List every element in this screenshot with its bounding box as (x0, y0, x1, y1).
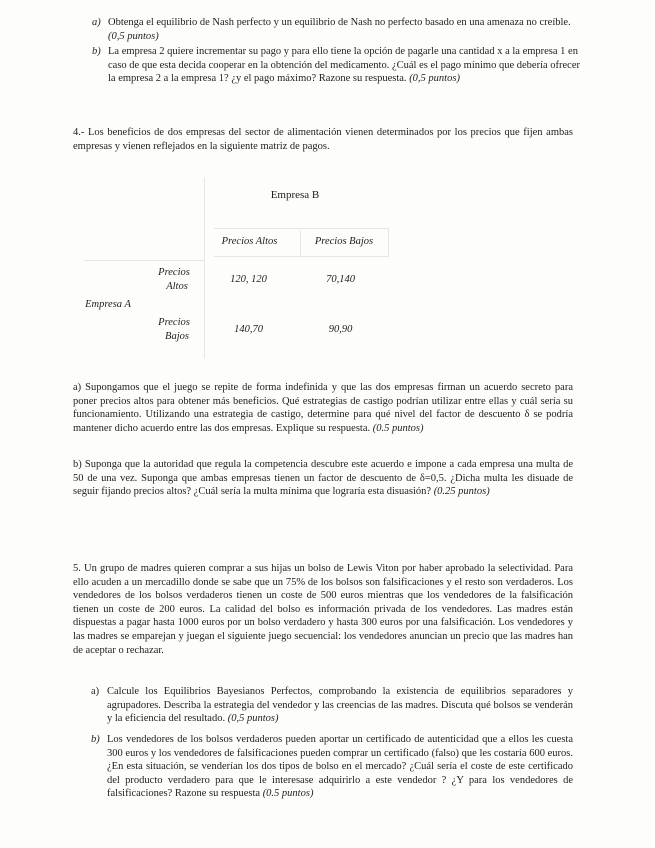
q4-intro-text: Los beneficios de dos empresas del sector de alimentación vienen determinados por los precios que fijen ambas empresas y vienen reflejados en la siguiente matriz de pagos. (73, 127, 573, 152)
q4prev-a-body: Obtenga el equilibrio de Nash perfecto y un equilibrio de Nash no perfecto basado en una amenaza no creíble. (108, 17, 571, 28)
q5-a-points: (0,5 puntos) (227, 713, 279, 725)
q4-b-points: (0.25 puntos) (433, 486, 490, 498)
matrix-cell-bb: 90,90 (328, 324, 353, 335)
q4prev-b-points: (0,5 puntos) (409, 73, 460, 85)
q4-part-b (73, 458, 573, 499)
q4prev-a-points: (0,5 puntos) (108, 30, 159, 42)
matrix-cell-aa: 120, 120 (230, 274, 267, 285)
q4-a-points: (0.5 puntos) (372, 422, 424, 434)
matrix-row-header-1-line2: Altos (166, 281, 188, 292)
q4-part-a (73, 381, 573, 435)
matrix-row-header-1-line1: Precios (158, 267, 190, 278)
matrix-row-player: Empresa A (85, 299, 131, 310)
matrix-col-header-1: Precios Altos (221, 236, 278, 247)
matrix-row-header-2-line2: Bajos (165, 331, 189, 342)
q4prev-a-text (108, 16, 580, 43)
q5-part-a (107, 685, 573, 726)
matrix-row-header-2-line1: Precios (158, 317, 190, 328)
q5-b-points: (0.5 puntos) (262, 788, 314, 800)
q5-a-label: a) (91, 686, 100, 697)
q5-b-text: Los vendedores de los bolsos verdaderos pueden aportar un certificado de autenticidad que a ellos les cuesta 300 euros y los vendedores de falsificaciones pueden comprar un certificado (falso) que les costaría 600 euros. ¿En esta situación, se venderían los dos tipos de bolso en el mercado? ¿Cuál sería el coste de este certificado del producto verdadero para que le interesase adquirirlo a este vendedor ? ¿Y para los vendedores de falsificaciones? Razone su respuesta (107, 734, 573, 800)
q4-intro (73, 126, 573, 153)
q5-a-text: Calcule los Equilibrios Bayesianos Perfectos, comprobando la existencia de equilibrios separadores y agrupadores. Describa la estrategia del vendedor y las creencias de las madres. Discuta qué bolsos se venderán y la eficiencia del resultado. (107, 686, 573, 725)
q5-intro: 5. Un grupo de madres quieren comprar a sus hijas un bolso de Lewis Viton por haber aprobado la selectividad. Para ello acuden a un mercadillo donde se sabe que un 75% de los bolsos son falsificaciones y el resto son verdaderos. Los vendedores de los bolsos verdaderos tienen un coste de 500 euros mientras que los vendedores de la falsificación tienen un coste de 200 euros. La calidad del bolso es información privada de los vendedores. Las madres están dispuestas a pagar hasta 1000 euros por un bolso verdadero y hasta 300 euros por una falsificación. Los vendedores y las madres se emparejan y juegan el siguiente juego secuencial: los vendedores anuncian un precio que las madres han de aceptar o rechazar. (73, 563, 573, 656)
q4-b-text: b) Suponga que la autoridad que regula la competencia descubre este acuerdo e impone a cada empresa una multa de 50 de una vez. Suponga que ambas empresas tienen un factor de descuento de δ=0,5. ¿Dicha multa les disuade de seguir fijando precios altos? ¿Cuál sería la multa mínima que lograría esta disuasión? (73, 459, 573, 498)
matrix-col-player: Empresa B (270, 189, 320, 201)
matrix-row-header-2 (144, 316, 204, 344)
q4-number: 4.- (73, 127, 85, 138)
matrix-cell-ba: 140,70 (234, 324, 263, 335)
q5-b-label: b) (91, 734, 100, 745)
q4prev-b-body: La empresa 2 quiere incrementar su pago y para ello tiene la opción de pagarle una cantidad x a la empresa 1 en caso de que esta decida cooperar en la obtención del medicamento. ¿Cuál es el pago mínimo que debería ofrecer la empresa 2 a la empresa 1? ¿y el pago máximo? Razone su respuesta. (108, 46, 581, 85)
matrix-col-header-2: Precios Bajos (314, 236, 374, 247)
q4-a-text: a) Supongamos que el juego se repite de forma indefinida y que las dos empresas firman un acuerdo secreto para poner precios altos para obtener más beneficios. Qué estrategias de castigo podrían utilizar entre ellas y cuál sería su funcionamiento. Utilizando una estrategia de castigo, determine para qué nivel del factor de descuento δ se podría mantener dicho acuerdo entre las dos empresas. Explique su respuesta. (73, 382, 573, 434)
q5-part-b (107, 733, 573, 801)
q4prev-b-text (108, 45, 580, 86)
matrix-row-header-1 (144, 266, 204, 294)
q4prev-a-label: a) (92, 17, 101, 28)
matrix-cell-ab: 70,140 (326, 274, 355, 285)
q4prev-b-label: b) (92, 46, 101, 57)
